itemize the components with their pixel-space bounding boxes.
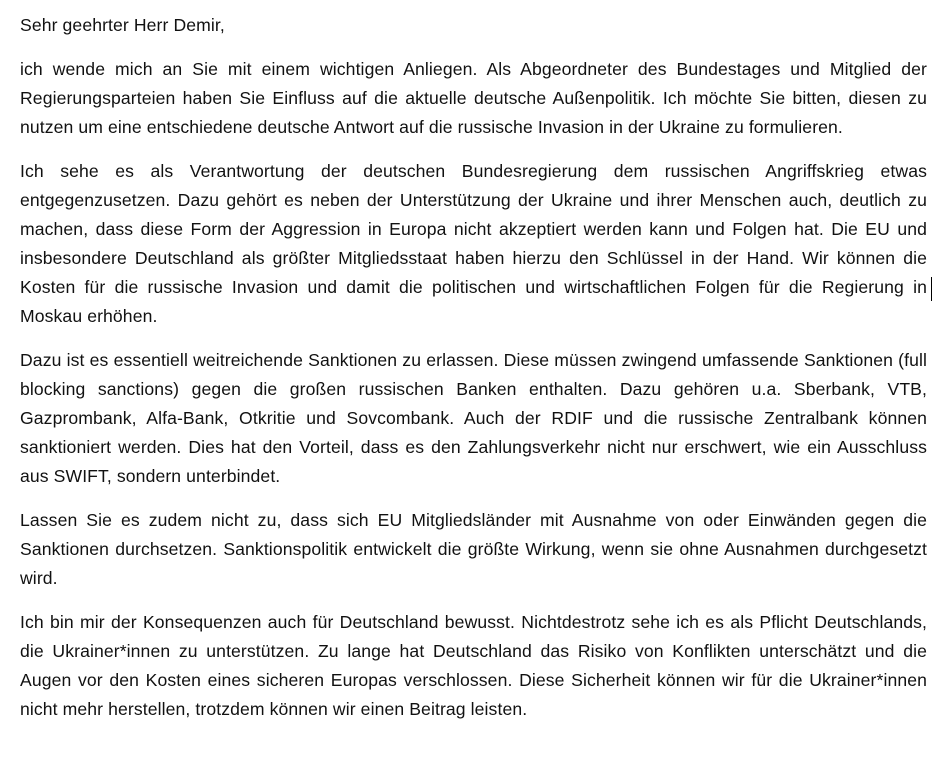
document-body[interactable] [20, 11, 927, 739]
paragraph-ausnahmen: Lassen Sie es zudem nicht zu, dass sich EU Mitgliedsländer mit Ausnahme von oder Einwänden gegen die Sanktionen durchsetzen. Sanktionspolitik entwickelt die größte Wirkung, wenn sie ohne Ausnahmen durchgesetzt wird. [20, 510, 927, 588]
text-cursor [931, 277, 932, 301]
salutation: Sehr geehrter Herr Demir, [20, 15, 225, 35]
paragraph-sanktionen: Dazu ist es essentiell weitreichende Sanktionen zu erlassen. Diese müssen zwingend umfassende Sanktionen (full blocking sanctions) gegen die großen russischen Banken enthalten. Dazu gehören u.a. Sberbank, VTB, Gazprombank, Alfa-Bank, Otkritie und Sovcombank. Auch der RDIF und die russische Zentralbank können sanktioniert werden. Dies hat den Vorteil, dass es den Zahlungsverkehr nicht nur erschwert, wie ein Ausschluss aus SWIFT, sondern unterbindet. [20, 350, 927, 486]
paragraph-anliegen: ich wende mich an Sie mit einem wichtigen Anliegen. Als Abgeordneter des Bundestages und Mitglied der Regierungsparteien haben Sie Einfluss auf die aktuelle deutsche Außenpolitik. Ich möchte Sie bitten, diesen zu nutzen um eine entschiedene deutsche Antwort auf die russische Invasion in der Ukraine zu formulieren. [20, 59, 927, 137]
paragraph-verantwortung: Ich sehe es als Verantwortung der deutschen Bundesregierung dem russischen Angriffskrieg etwas entgegenzusetzen. Dazu gehört es neben der Unterstützung der Ukraine und ihrer Menschen auch, deutlich zu machen, dass diese Form der Aggression in Europa nicht akzeptiert werden kann und Folgen hat. Die EU und insbesondere Deutschland als größter Mitgliedsstaat haben hierzu den Schlüssel in der Hand. Wir können die Kosten für die russische Invasion und damit die politischen und wirtschaftlichen Folgen für die Regierung in Moskau erhöhen. [20, 161, 927, 326]
paragraph-konsequenzen: Ich bin mir der Konsequenzen auch für Deutschland bewusst. Nichtdestrotz sehe ich es als Pflicht Deutschlands, die Ukrainer*innen zu unterstützen. Zu lange hat Deutschland das Risiko von Konflikten unterschätzt und die Augen vor den Kosten eines sicheren Europas verschlossen. Diese Sicherheit können wir für die Ukrainer*innen nicht mehr herstellen, trotzdem können wir einen Beitrag leisten. [20, 612, 927, 719]
